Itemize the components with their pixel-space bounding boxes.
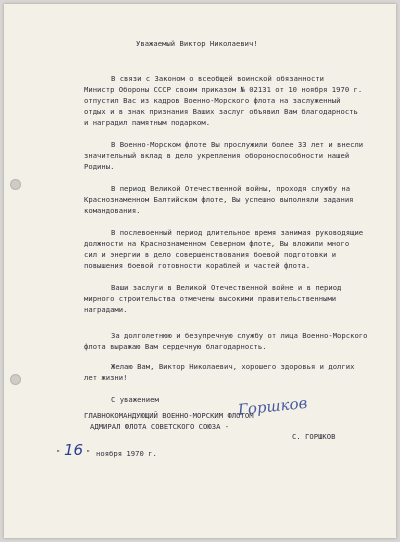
paragraph-line: и наградил памятным подарком. bbox=[84, 118, 211, 127]
salutation: Уважаемый Виктор Николаевич! bbox=[136, 39, 258, 48]
paragraph-line: В связи с Законом о всеобщей воинской обязанности bbox=[111, 74, 325, 83]
letter-page bbox=[4, 4, 396, 538]
paragraph-line: повышения боевой готовности кораблей и частей флота. bbox=[84, 261, 311, 270]
paragraph-line: мирного строительства отмечены высокими правительственными bbox=[84, 294, 337, 303]
date-open-quote: " bbox=[56, 448, 61, 457]
paragraph-line: В Военно-Морском флоте Вы прослужили более 33 лет и внесли bbox=[111, 140, 364, 149]
date-day-handwritten: 16 bbox=[64, 441, 84, 459]
paragraph-line: В период Великой Отечественной войны, проходя службу на bbox=[111, 184, 351, 193]
paragraph-line: Министр Обороны СССР своим приказом № 02131 от 10 ноября 1970 г. bbox=[84, 85, 363, 94]
paragraph-line: флота выражаю Вам сердечную благодарность. bbox=[84, 342, 267, 351]
paragraph-line: сил и энергии в дело совершенствования боевой подготовки и bbox=[84, 250, 337, 259]
signatory-title: ГЛАВНОКОМАНДУЮЩИЙ ВОЕННО-МОРСКИМ ФЛОТОМ bbox=[84, 411, 254, 420]
punch-hole bbox=[10, 179, 21, 190]
paragraph-line: значительный вклад в дело укрепления обороноспособности нашей bbox=[84, 151, 350, 160]
handwritten-signature: Горшков bbox=[237, 393, 309, 419]
signatory-rank: АДМИРАЛ ФЛОТА СОВЕТСКОГО СОЮЗА - bbox=[90, 422, 230, 431]
paragraph-line: наградами. bbox=[84, 305, 128, 314]
signatory-name: С. ГОРШКОВ bbox=[292, 432, 336, 441]
paragraph-line: лет жизни! bbox=[84, 373, 128, 382]
paragraph-line: Краснознаменном Балтийском флоте, Вы успешно выполняли задания bbox=[84, 195, 354, 204]
paragraph-line: командования. bbox=[84, 206, 141, 215]
closing: С уважением bbox=[111, 395, 159, 404]
paragraph-line: отпустил Вас из кадров Военно-Морского флота на заслуженный bbox=[84, 96, 341, 105]
paragraph-line: Ваши заслуги в Великой Отечественной войне и в период bbox=[111, 283, 342, 292]
paragraph-line: Желаю Вам, Виктор Николаевич, хорошего здоровья и долгих bbox=[111, 362, 355, 371]
paragraph-line: В послевоенный период длительное время занимая руководящие bbox=[111, 228, 364, 237]
paragraph-line: должности на Краснознаменном Северном флоте, Вы вложили много bbox=[84, 239, 350, 248]
punch-hole bbox=[10, 374, 21, 385]
paragraph-line: За долголетнюю и безупречную службу от лица Военно-Морского bbox=[111, 331, 368, 340]
date-close-quote: " bbox=[86, 448, 91, 457]
date-month-year: ноября 1970 г. bbox=[96, 449, 157, 458]
paragraph-line: отдых и в знак признания Ваших заслуг объявил Вам благодарность bbox=[84, 107, 358, 116]
paragraph-line: Родины. bbox=[84, 162, 115, 171]
